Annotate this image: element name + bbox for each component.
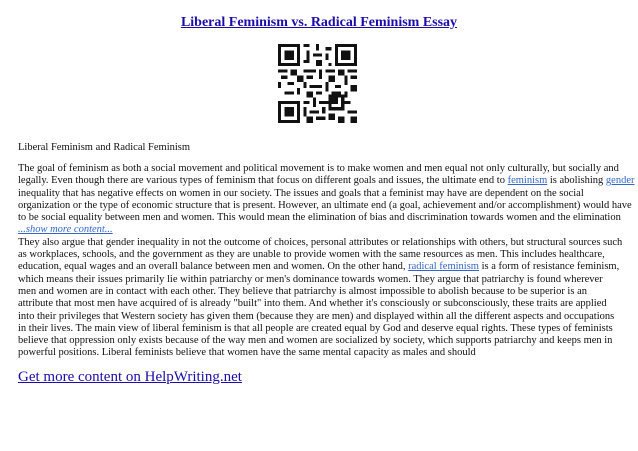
essay-body — [18, 163, 635, 360]
feminism-link[interactable]: feminism — [507, 175, 548, 187]
essay-text: legally. Even though there are various types of feminism that focus on different goals and issues, the ultimate end to — [18, 175, 505, 187]
essay-text: education, equal wages and an overall balance between men and women. On the other hand, — [18, 261, 406, 273]
essay-line: in their lives. The main view of liberal feminism is that all people are created equal by God and deserve equal rights. These types of feminists — [18, 322, 613, 334]
essay-line: inequality that has negative effects on women in our society. The issues and goals that a feminist may have are dependent on the social — [18, 187, 584, 199]
section-heading: Liberal Feminism and Radical Feminism — [18, 142, 191, 153]
essay-line: organization or the type of economic structure that is present. However, an ultimate end (a goal, achievement and/or accomplishment) would have — [18, 199, 632, 211]
essay-line: powerful positions. Liberal feminists believe that women have the same mental capacity as males and should — [18, 347, 476, 359]
essay-line: into their privileges that Western society has given them (because they are men) and displayed within all the different aspects and occupations — [18, 310, 615, 322]
essay-text: is a form of resistance feminism, — [481, 261, 620, 273]
essay-line: men and women are in contact with each other. They believe that patriarchy is almost impossible to abolish because to be superior is an — [18, 285, 587, 297]
essay-text: is abolishing — [549, 175, 604, 187]
essay-line: to be social equality between men and women. This would mean the elimination of bias and discrimination towards women and the elimination — [18, 212, 621, 224]
essay-line: attribute that most men have acquired of is already "built" into them. And whether it's consciously or subconsciously, these traits are applied — [18, 298, 607, 310]
essay-line: believe that oppression only exists because of the way men and women are socialized by society, which supports patriarchy and keeps men in — [18, 335, 613, 347]
essay-line: which means their issues primarily lie within patriarchy or men's dominance towards women. They argue that patriarchy is found wherever — [18, 273, 603, 285]
qr-code-icon — [278, 44, 357, 123]
essay-line: The goal of feminism as both a social movement and political movement is to make women and men equal not only culturally, but socially and — [18, 163, 619, 174]
essay-line: as workplaces, schools, and the government as they are unable to provide women with the same resources as men. This includes healthcare, — [18, 249, 605, 261]
show-more-content-link[interactable]: ...show more content... — [18, 224, 113, 236]
get-more-content-link[interactable]: Get more content on HelpWriting.net — [18, 369, 242, 385]
gender-link[interactable]: gender — [605, 175, 635, 187]
document-title[interactable]: Liberal Feminism vs. Radical Feminism Essay — [180, 15, 458, 30]
essay-line — [18, 175, 635, 187]
radical-feminism-link[interactable]: radical feminism — [408, 261, 479, 273]
essay-line: They also argue that gender inequality in not the outcome of choices, personal attributes or relationships with others, but structural sources such — [18, 236, 623, 248]
essay-line — [18, 261, 622, 273]
